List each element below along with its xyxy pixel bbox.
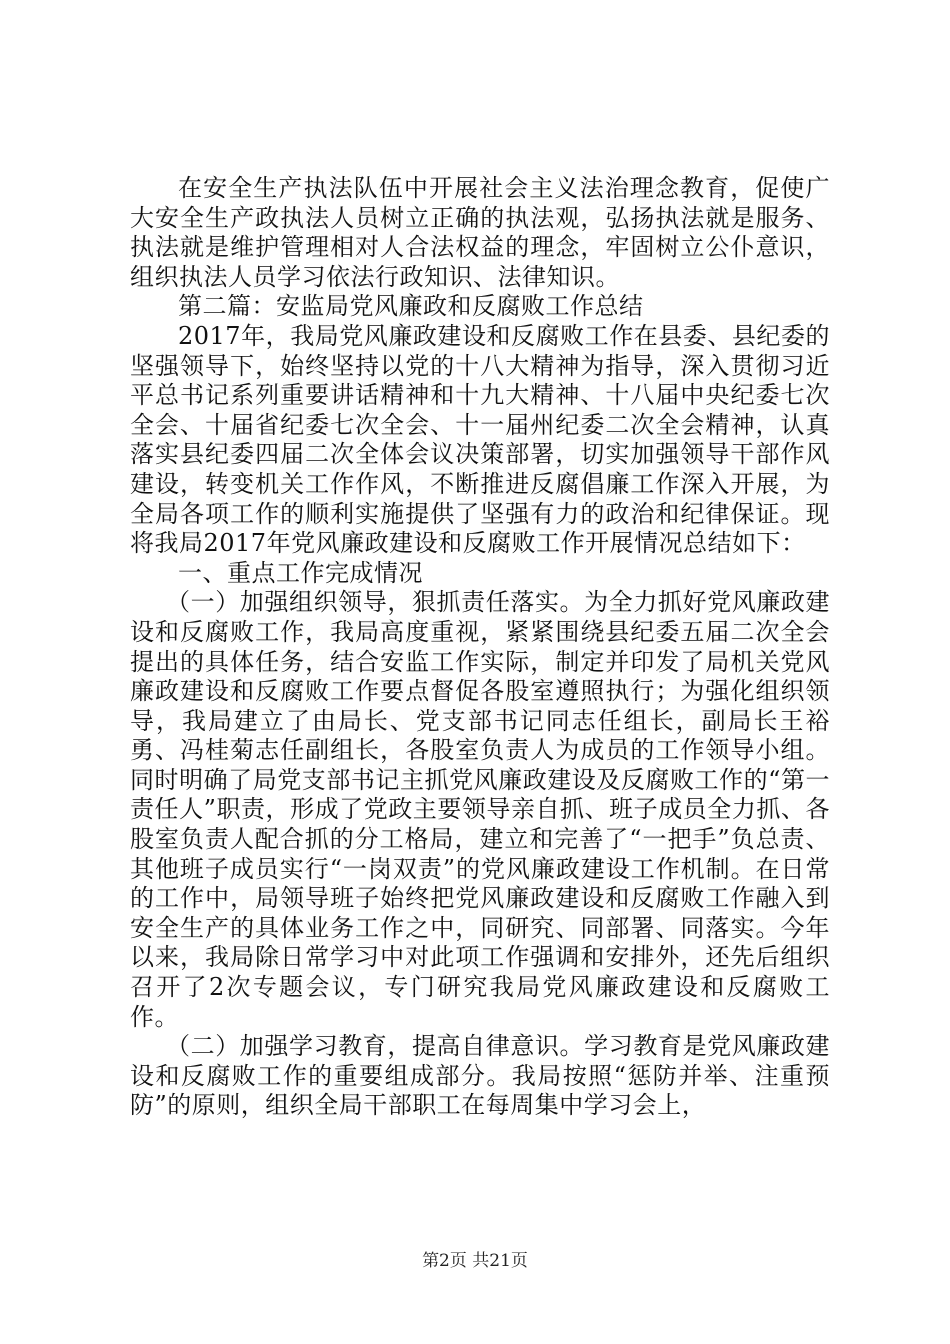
paragraph-organization-leadership: （一）加强组织领导，狠抓责任落实。为全力抓好党风廉政建设和反腐败工作，我局高度重视，紧紧围绕县纪委五届二次全会提出的具体任务，结合安监工作实际，制定并印发了局机关党风廉政建设和反腐败工作要点督促各股室遵照执行；为强化组织领导，我局建立了由局长、党支部书记同志任组长，副局长王裕勇、冯桂菊志任副组长，各股室负责人为成员的工作领导小组。同时明确了局党支部书记主抓党风廉政建设及反腐败工作的“第一责任人”职责，形成了党政主要领导亲自抓、班子成员全力抓、各股室负责人配合抓的分工格局，建立和完善了“一把手”负总责、其他班子成员实行“一岗双责”的党风廉政建设工作机制。在日常的工作中，局领导班子始终把党风廉政建设和反腐败工作融入到安全生产的具体业务工作之中，同研究、同部署、同落实。今年以来，我局除日常学习中对此项工作强调和安排外，还先后组织召开了2次专题会议，专门研究我局党风廉政建设和反腐败工作。 (130, 588, 830, 1031)
paragraph-law-education: 在安全生产执法队伍中开展社会主义法治理念教育，促使广大安全生产政执法人员树立正确的执法观，弘扬执法就是服务、执法就是维护管理相对人合法权益的理念，牢固树立公仆意识，组织执法人员学习依法行政知识、法律知识。 (130, 174, 830, 291)
section-heading-part-two: 第二篇：安监局党风廉政和反腐败工作总结 (178, 292, 644, 321)
page-footer: 第2页 共21页 (422, 1251, 528, 1271)
document-body (130, 174, 830, 1121)
paragraph-summary-intro: 2017年，我局党风廉政建设和反腐败工作在县委、县纪委的坚强领导下，始终坚持以党的十八大精神为指导，深入贯彻习近平总书记系列重要讲话精神和十九大精神、十八届中央纪委七次全会、十届省纪委七次全会、十一届州纪委二次全会精神，认真落实县纪委四届二次全体会议决策部署，切实加强领导干部作风建设，转变机关工作作风，不断推进反腐倡廉工作深入开展，为全局各项工作的顺利实施提供了坚强有力的政治和纪律保证。现将我局2017年党风廉政建设和反腐败工作开展情况总结如下： (130, 321, 830, 558)
paragraph-study-education: （二）加强学习教育，提高自律意识。学习教育是党风廉政建设和反腐败工作的重要组成部分。我局按照“惩防并举、注重预防”的原则，组织全局干部职工在每周集中学习会上， (130, 1032, 830, 1120)
heading-key-work: 一、重点工作完成情况 (178, 558, 423, 587)
